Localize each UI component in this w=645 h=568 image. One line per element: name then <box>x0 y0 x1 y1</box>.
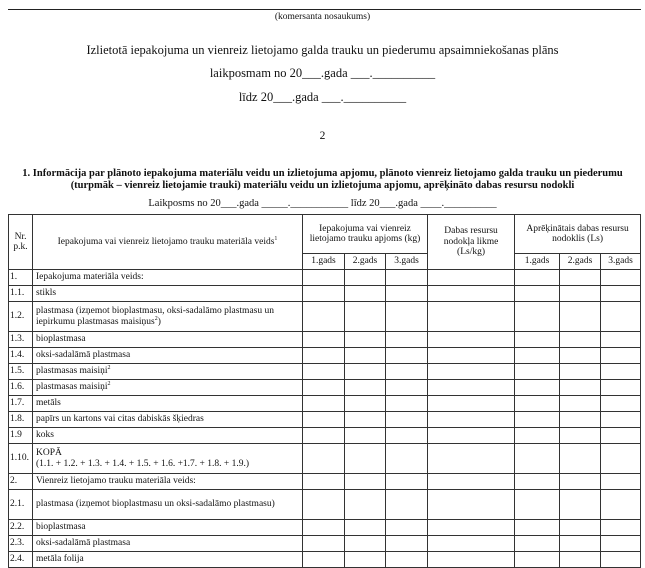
tax-rate-cell[interactable] <box>428 412 515 428</box>
plan-period-from: laikposmam no 20___.gada ___.__________ <box>209 66 436 80</box>
volume-year-3-cell[interactable] <box>386 348 428 364</box>
plan-period-to: līdz 20___.gada ___.__________ <box>238 90 407 104</box>
material-text: KOPĀ <box>36 448 62 458</box>
tax-rate-cell[interactable] <box>428 380 515 396</box>
volume-year-1-cell[interactable] <box>303 520 345 536</box>
tax-rate-cell[interactable] <box>428 348 515 364</box>
tax-rate-cell[interactable] <box>428 332 515 348</box>
material-text-tail: ) <box>157 316 161 327</box>
tax-year-1-cell[interactable] <box>515 444 560 474</box>
material-label <box>33 348 303 364</box>
material-text: metāls <box>36 398 61 409</box>
table-row <box>9 270 641 286</box>
tax-year-1-cell[interactable] <box>515 348 560 364</box>
row-number: 1.9 <box>9 428 33 444</box>
tax-year-1-cell[interactable] <box>515 396 560 412</box>
material-label <box>33 286 303 302</box>
header-volume-year-1: 1.gads <box>303 254 345 270</box>
material-label <box>33 364 303 380</box>
volume-year-2-cell[interactable] <box>345 364 386 380</box>
material-label <box>33 536 303 552</box>
row-number: 1.2. <box>9 302 33 332</box>
header-tax-year-1: 1.gads <box>515 254 560 270</box>
material-text: papīrs un kartons vai citas dabiskās šķiedras <box>36 414 204 425</box>
tax-year-2-cell[interactable] <box>560 396 601 412</box>
material-label <box>33 380 303 396</box>
volume-year-3-cell[interactable] <box>386 428 428 444</box>
table-row <box>9 380 641 396</box>
tax-year-3-cell[interactable] <box>601 286 641 302</box>
material-text: Vienreiz lietojamo trauku materiāla veids: <box>36 476 196 487</box>
footnote-ref: 2 <box>107 381 111 388</box>
page-number: 2 <box>319 130 326 142</box>
volume-year-1-cell[interactable] <box>303 332 345 348</box>
material-label <box>33 302 303 332</box>
tax-year-2-cell[interactable] <box>560 412 601 428</box>
table-row <box>9 412 641 428</box>
tax-year-1-cell[interactable] <box>515 428 560 444</box>
volume-year-3-cell[interactable] <box>386 286 428 302</box>
section-title: 1. Informācija par plānoto iepakojuma materiālu veidu un izlietojuma apjomu, plānoto vienreiz lietojamo galda trauku un piederumu (turpmāk – vienreiz lietojamie trauki) materiālu veidu un izlietojuma apjomu, aprēķināto dabas resursu nodokli <box>22 168 623 191</box>
volume-year-3-cell[interactable] <box>386 396 428 412</box>
table-row <box>9 444 641 474</box>
volume-year-3-cell[interactable] <box>386 380 428 396</box>
volume-year-1-cell[interactable] <box>303 270 345 286</box>
material-label <box>33 412 303 428</box>
tax-year-1-cell[interactable] <box>515 490 560 520</box>
row-number: 2.4. <box>9 552 33 568</box>
volume-year-1-cell[interactable] <box>303 348 345 364</box>
tax-year-3-cell[interactable] <box>601 552 641 568</box>
table-row <box>9 396 641 412</box>
tax-year-3-cell[interactable] <box>601 474 641 490</box>
tax-rate-cell[interactable] <box>428 270 515 286</box>
tax-year-3-cell[interactable] <box>601 348 641 364</box>
tax-rate-cell[interactable] <box>428 302 515 332</box>
material-text: bioplastmasa <box>36 334 86 345</box>
header-tax-year-2: 2.gads <box>560 254 601 270</box>
material-text: koks <box>36 430 54 441</box>
tax-year-1-cell[interactable] <box>515 302 560 332</box>
row-number: 2. <box>9 474 33 490</box>
tax-year-2-cell[interactable] <box>560 520 601 536</box>
volume-year-2-cell[interactable] <box>345 286 386 302</box>
tax-rate-cell[interactable] <box>428 520 515 536</box>
tax-rate-cell[interactable] <box>428 428 515 444</box>
tax-rate-cell[interactable] <box>428 552 515 568</box>
tax-year-2-cell[interactable] <box>560 286 601 302</box>
row-number: 1.1. <box>9 286 33 302</box>
material-text: oksi-sadalāmā plastmasa <box>36 350 131 361</box>
volume-year-2-cell[interactable] <box>345 396 386 412</box>
tax-year-1-cell[interactable] <box>515 332 560 348</box>
volume-year-1-cell[interactable] <box>303 302 345 332</box>
header-material <box>33 215 303 270</box>
volume-year-2-cell[interactable] <box>345 412 386 428</box>
volume-year-3-cell[interactable] <box>386 520 428 536</box>
volume-year-3-cell[interactable] <box>386 474 428 490</box>
material-text: plastmasa (izņemot bioplastmasu un oksi-sadalāmo plastmasu) <box>36 499 275 510</box>
material-text: plastmasas maisiņi <box>36 366 108 377</box>
material-text: Iepakojuma materiāla veids: <box>36 272 144 283</box>
volume-year-3-cell[interactable] <box>386 302 428 332</box>
plan-title: Izlietotā iepakojuma un vienreiz lietojamo galda trauku un piederumu apsaimniekošanas plāns <box>86 43 559 57</box>
volume-year-3-cell[interactable] <box>386 444 428 474</box>
volume-year-2-cell[interactable] <box>345 536 386 552</box>
volume-year-3-cell[interactable] <box>386 536 428 552</box>
tax-year-2-cell[interactable] <box>560 552 601 568</box>
tax-rate-cell[interactable] <box>428 364 515 380</box>
row-number: 1.10. <box>9 444 33 474</box>
material-formula: (1.1. + 1.2. + 1.3. + 1.4. + 1.5. + 1.6. +1.7. + 1.8. + 1.9.) <box>36 458 250 469</box>
tax-year-3-cell[interactable] <box>601 270 641 286</box>
material-label <box>33 396 303 412</box>
tax-rate-cell[interactable] <box>428 474 515 490</box>
tax-year-2-cell[interactable] <box>560 364 601 380</box>
tax-year-3-cell[interactable] <box>601 444 641 474</box>
volume-year-2-cell[interactable] <box>345 474 386 490</box>
header-volume-year-3: 3.gads <box>386 254 428 270</box>
volume-year-1-cell[interactable] <box>303 474 345 490</box>
volume-year-3-cell[interactable] <box>386 364 428 380</box>
tax-year-3-cell[interactable] <box>601 520 641 536</box>
tax-year-1-cell[interactable] <box>515 380 560 396</box>
tax-year-3-cell[interactable] <box>601 302 641 332</box>
material-text: oksi-sadalāmā plastmasa <box>36 538 131 549</box>
volume-year-2-cell[interactable] <box>345 490 386 520</box>
material-text: bioplastmasa <box>36 522 86 533</box>
tax-year-3-cell[interactable] <box>601 490 641 520</box>
row-number: 1.6. <box>9 380 33 396</box>
tax-year-1-cell[interactable] <box>515 412 560 428</box>
tax-year-1-cell[interactable] <box>515 520 560 536</box>
company-name-line <box>8 9 641 10</box>
row-number: 2.2. <box>9 520 33 536</box>
tax-year-2-cell[interactable] <box>560 270 601 286</box>
tax-year-3-cell[interactable] <box>601 536 641 552</box>
tax-year-2-cell[interactable] <box>560 348 601 364</box>
material-text: plastmasa (izņemot bioplastmasu, oksi-sadalāmo plastmasu un iepirkumu plastmasas maisiņus <box>36 306 274 327</box>
table-row <box>9 552 641 568</box>
volume-year-2-cell[interactable] <box>345 332 386 348</box>
material-text: stikls <box>36 288 57 299</box>
footnote-ref: 1 <box>274 235 278 242</box>
material-label <box>33 444 303 474</box>
material-text: plastmasas maisiņi <box>36 382 108 393</box>
volume-year-1-cell[interactable] <box>303 396 345 412</box>
table-row <box>9 520 641 536</box>
tax-year-3-cell[interactable] <box>601 364 641 380</box>
tax-rate-cell[interactable] <box>428 536 515 552</box>
volume-year-3-cell[interactable] <box>386 270 428 286</box>
table-body <box>9 270 641 568</box>
table-row <box>9 348 641 364</box>
volume-year-1-cell[interactable] <box>303 286 345 302</box>
tax-year-3-cell[interactable] <box>601 332 641 348</box>
tax-year-1-cell[interactable] <box>515 536 560 552</box>
material-label <box>33 474 303 490</box>
volume-year-1-cell[interactable] <box>303 490 345 520</box>
row-number: 2.1. <box>9 490 33 520</box>
material-label <box>33 270 303 286</box>
volume-year-2-cell[interactable] <box>345 270 386 286</box>
row-number: 1. <box>9 270 33 286</box>
volume-year-1-cell[interactable] <box>303 552 345 568</box>
tax-year-2-cell[interactable] <box>560 474 601 490</box>
volume-year-2-cell[interactable] <box>345 380 386 396</box>
row-number: 1.8. <box>9 412 33 428</box>
tax-year-2-cell[interactable] <box>560 380 601 396</box>
row-number: 2.3. <box>9 536 33 552</box>
table-row <box>9 364 641 380</box>
material-label <box>33 552 303 568</box>
tax-year-3-cell[interactable] <box>601 412 641 428</box>
header-calculated-tax: Aprēķinātais dabas resursu nodoklis (Ls) <box>515 215 641 254</box>
volume-year-2-cell[interactable] <box>345 348 386 364</box>
header-tax-year-3: 3.gads <box>601 254 641 270</box>
material-label <box>33 332 303 348</box>
tax-year-3-cell[interactable] <box>601 428 641 444</box>
row-number: 1.5. <box>9 364 33 380</box>
tax-year-3-cell[interactable] <box>601 396 641 412</box>
table-row <box>9 536 641 552</box>
volume-year-2-cell[interactable] <box>345 444 386 474</box>
header-tax-rate: Dabas resursu nodokļa likme (Ls/kg) <box>428 215 515 270</box>
tax-year-2-cell[interactable] <box>560 444 601 474</box>
volume-year-2-cell[interactable] <box>345 428 386 444</box>
tax-year-2-cell[interactable] <box>560 490 601 520</box>
header-volume-year-2: 2.gads <box>345 254 386 270</box>
tax-year-1-cell[interactable] <box>515 364 560 380</box>
table-row <box>9 474 641 490</box>
material-text: metāla folija <box>36 554 84 565</box>
volume-year-1-cell[interactable] <box>303 380 345 396</box>
tax-year-2-cell[interactable] <box>560 428 601 444</box>
volume-year-3-cell[interactable] <box>386 490 428 520</box>
tax-year-2-cell[interactable] <box>560 302 601 332</box>
footnote-ref: 2 <box>107 365 111 372</box>
volume-year-1-cell[interactable] <box>303 428 345 444</box>
volume-year-1-cell[interactable] <box>303 536 345 552</box>
volume-year-3-cell[interactable] <box>386 552 428 568</box>
volume-year-2-cell[interactable] <box>345 520 386 536</box>
row-number: 1.7. <box>9 396 33 412</box>
volume-year-3-cell[interactable] <box>386 332 428 348</box>
row-number: 1.3. <box>9 332 33 348</box>
volume-year-1-cell[interactable] <box>303 444 345 474</box>
volume-year-1-cell[interactable] <box>303 412 345 428</box>
tax-year-1-cell[interactable] <box>515 474 560 490</box>
table-period: Laikposms no 20___.gada _____.___________ līdz 20___.gada ____.__________ <box>148 198 497 209</box>
tax-year-2-cell[interactable] <box>560 536 601 552</box>
tax-rate-cell[interactable] <box>428 396 515 412</box>
tax-year-1-cell[interactable] <box>515 286 560 302</box>
volume-year-2-cell[interactable] <box>345 302 386 332</box>
table-row <box>9 286 641 302</box>
row-number: 1.4. <box>9 348 33 364</box>
tax-year-1-cell[interactable] <box>515 270 560 286</box>
volume-year-2-cell[interactable] <box>345 552 386 568</box>
volume-year-3-cell[interactable] <box>386 412 428 428</box>
tax-year-3-cell[interactable] <box>601 380 641 396</box>
footnote-ref: 2 <box>154 315 158 322</box>
table-row <box>9 428 641 444</box>
table-row <box>9 490 641 520</box>
header-nr: Nr. p.k. <box>9 215 33 270</box>
material-label <box>33 520 303 536</box>
material-label <box>33 428 303 444</box>
tax-rate-cell[interactable] <box>428 444 515 474</box>
tax-year-1-cell[interactable] <box>515 552 560 568</box>
table-row <box>9 332 641 348</box>
company-name-caption: (komersanta nosaukums) <box>274 12 371 22</box>
header-volume: Iepakojuma vai vienreiz lietojamo trauku apjoms (kg) <box>303 215 428 254</box>
tax-year-2-cell[interactable] <box>560 332 601 348</box>
header-material-label: Iepakojuma vai vienreiz lietojamo trauku materiāla veids <box>57 236 275 247</box>
volume-year-1-cell[interactable] <box>303 364 345 380</box>
material-label <box>33 490 303 520</box>
packaging-tax-table <box>8 214 641 568</box>
table-row <box>9 302 641 332</box>
tax-rate-cell[interactable] <box>428 490 515 520</box>
tax-rate-cell[interactable] <box>428 286 515 302</box>
